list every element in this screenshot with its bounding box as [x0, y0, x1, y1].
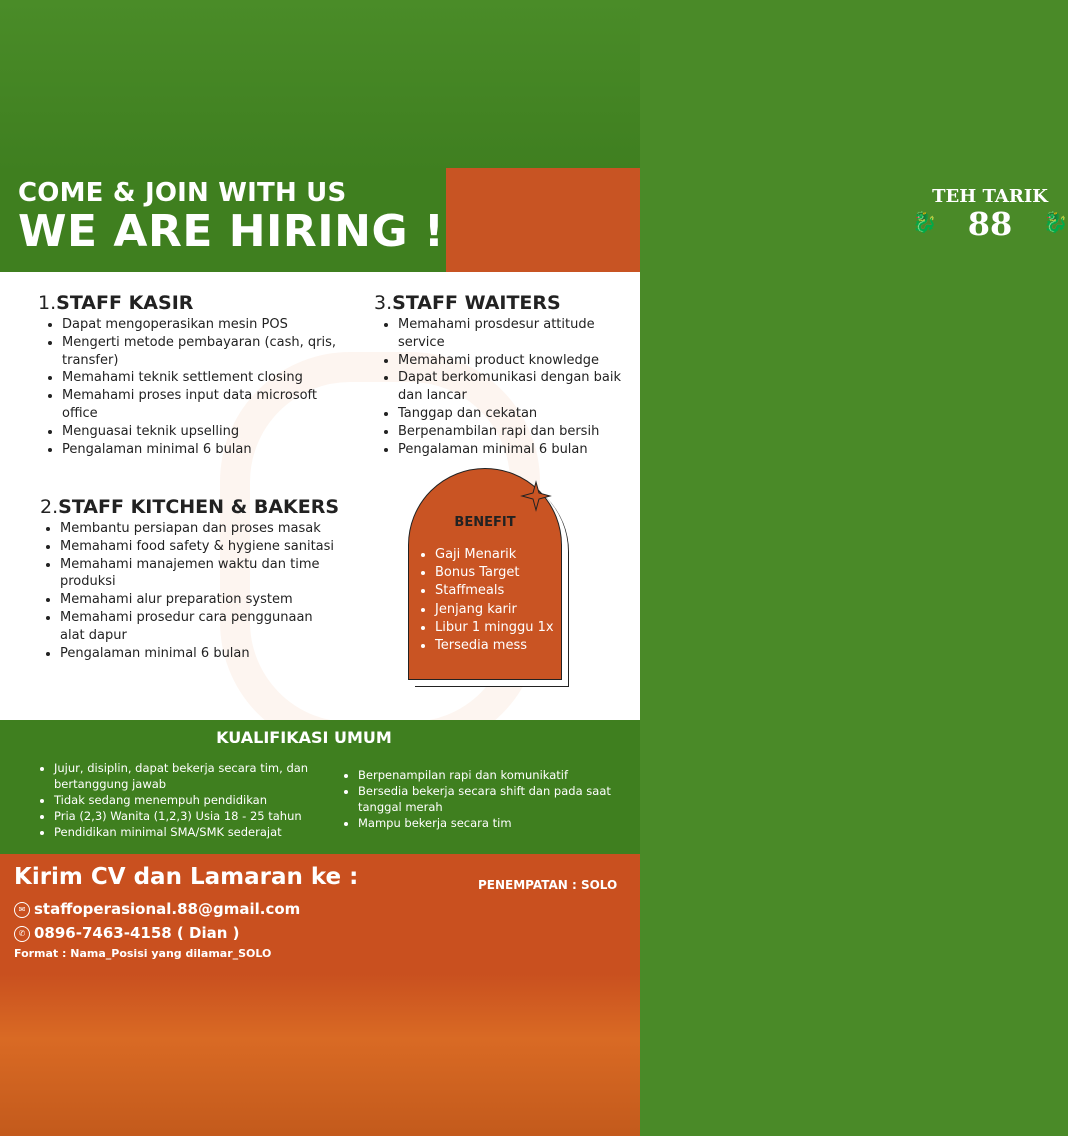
header-subtitle: COME & JOIN WITH US [18, 178, 347, 208]
list-item: • Berpenambilan rapi dan bersih [398, 423, 624, 441]
list-item: • Bonus Target [435, 564, 561, 582]
contact-heading: Kirim CV dan Lamaran ke : [14, 864, 359, 890]
list-item: • Memahami alur preparation system [60, 591, 340, 609]
phone-row[interactable] [14, 924, 239, 942]
list-item: • Memahami prosdesur attitude service [398, 316, 624, 352]
format-note: Format : Nama_Posisi yang dilamar_SOLO [14, 947, 272, 960]
list-item: • Membantu persiapan dan proses masak [60, 520, 340, 538]
placement-label: PENEMPATAN : SOLO [478, 878, 618, 892]
kualifikasi-right [336, 767, 626, 831]
list-item: • Pengalaman minimal 6 bulan [62, 441, 338, 459]
kasir-list [38, 316, 338, 458]
list-item: • Berpenampilan rapi dan komunikatif [358, 767, 626, 783]
email-row[interactable] [14, 900, 300, 918]
benefit-title: BENEFIT [454, 515, 516, 530]
section-staff-waiters [374, 292, 624, 458]
logo-brand: TEH TARIK [932, 186, 1048, 207]
list-item: • Mampu bekerja secara tim [358, 815, 626, 831]
kualifikasi-title: KUALIFIKASI UMUM [216, 728, 392, 747]
list-item: • Libur 1 minggu 1x [435, 619, 561, 637]
list-item: • Pengalaman minimal 6 bulan [60, 645, 340, 663]
section-title: 2.STAFF KITCHEN & BAKERS [40, 496, 340, 518]
dragon-icon: 🐉 [1043, 210, 1068, 234]
bottom-background [0, 974, 640, 1136]
list-item: • Tidak sedang menempuh pendidikan [54, 792, 322, 808]
list-item: • Mengerti metode pembayaran (cash, qris, transfer) [62, 334, 338, 370]
whatsapp-icon: ✆ [14, 926, 30, 942]
header-banner [0, 168, 1068, 272]
sparkle-star-icon [520, 480, 552, 512]
header-title: WE ARE HIRING ! [18, 206, 445, 257]
kitchen-list [40, 520, 340, 662]
main-content [0, 272, 640, 720]
mail-icon: ✉ [14, 902, 30, 918]
contact-section [0, 854, 640, 974]
list-item: • Pria (2,3) Wanita (1,2,3) Usia 18 - 25 tahun [54, 808, 322, 824]
list-item: • Bersedia bekerja secara shift dan pada saat tanggal merah [358, 783, 626, 815]
list-item: • Tanggap dan cekatan [398, 405, 624, 423]
benefit-list [409, 546, 561, 655]
phone-text[interactable]: 0896-7463-4158 ( Dian ) [34, 924, 240, 942]
list-item: • Jenjang karir [435, 601, 561, 619]
dragon-icon: 🐉 [912, 210, 937, 234]
list-item: • Menguasai teknik upselling [62, 423, 338, 441]
list-item: • Pengalaman minimal 6 bulan [398, 441, 624, 459]
list-item: • Gaji Menarik [435, 546, 561, 564]
list-item: • Memahami manajemen waktu dan time produksi [60, 556, 340, 592]
kualifikasi-section [0, 720, 640, 854]
list-item: • Memahami product knowledge [398, 352, 624, 370]
list-item: • Staffmeals [435, 582, 561, 600]
logo-block [446, 168, 1068, 272]
list-item: • Dapat mengoperasikan mesin POS [62, 316, 338, 334]
list-item: • Memahami food safety & hygiene sanitasi [60, 538, 340, 556]
section-staff-kasir [38, 292, 338, 458]
list-item: • Jujur, disiplin, dapat bekerja secara tim, dan bertanggung jawab [54, 760, 322, 792]
kualifikasi-left [32, 760, 322, 840]
waiters-list [374, 316, 624, 458]
section-staff-kitchen [40, 496, 340, 662]
list-item: • Dapat berkomunikasi dengan baik dan lancar [398, 369, 624, 405]
list-item: • Tersedia mess [435, 637, 561, 655]
header-title-block [0, 168, 446, 272]
section-title: 3.STAFF WAITERS [374, 292, 561, 314]
list-item: • Pendidikan minimal SMA/SMK sederajat [54, 824, 322, 840]
list-item: • Memahami prosedur cara penggunaan alat dapur [60, 609, 340, 645]
top-background [0, 0, 640, 170]
section-title: 1.STAFF KASIR [38, 292, 194, 314]
list-item: • Memahami proses input data microsoft office [62, 387, 338, 423]
email-text[interactable]: staffoperasional.88@gmail.com [34, 900, 301, 918]
list-item: • Memahami teknik settlement closing [62, 369, 338, 387]
logo-number: 88 [967, 205, 1013, 243]
brand-logo [912, 180, 1068, 262]
